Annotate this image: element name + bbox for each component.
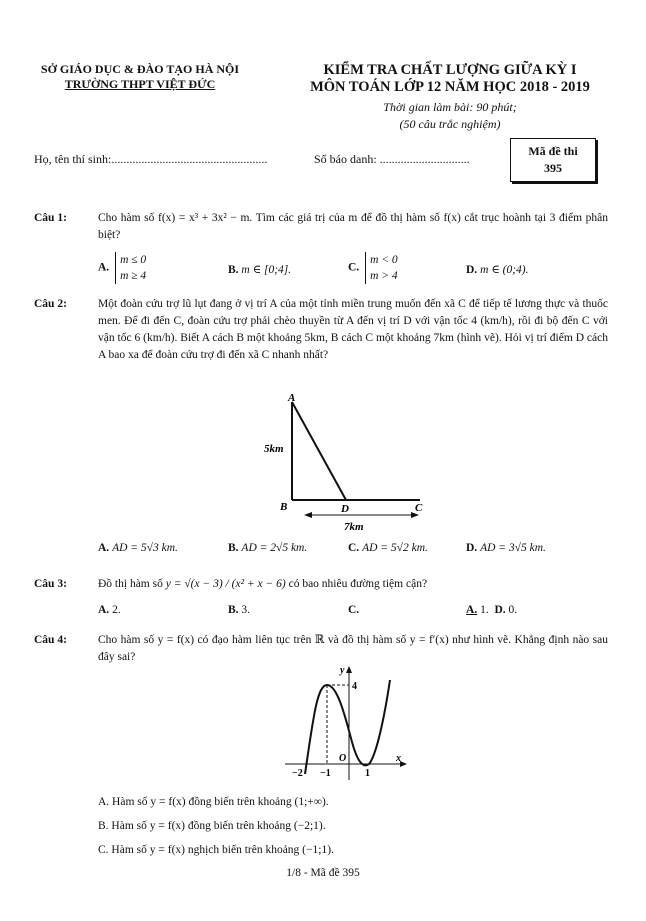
system-bottom: m ≥ 4	[120, 270, 147, 282]
point-d-label: D	[341, 503, 349, 515]
x-axis-arrow-icon	[400, 761, 407, 767]
page-footer: 1/8 - Mã đề 395	[286, 867, 360, 879]
q3-choice-c[interactable]	[348, 604, 359, 616]
exam-title: KIỂM TRA CHẤT LƯỢNG GIỮA KỲ I	[323, 62, 577, 78]
choice-label: D.	[466, 542, 478, 554]
dept-name: SỞ GIÁO DỤC & ĐÀO TẠO HÀ NỘI	[40, 62, 240, 76]
exam-code-box	[510, 138, 596, 182]
question-text-end: có bao nhiêu đường tiệm cận?	[288, 578, 428, 590]
q2-choice-b[interactable]	[228, 542, 307, 554]
exam-code-value: 395	[544, 161, 562, 175]
bracket-system	[365, 252, 398, 284]
choice-text: 3.	[241, 604, 251, 616]
q4-choice-c[interactable]	[98, 844, 334, 856]
system-top: m ≤ 0	[120, 254, 147, 266]
choice-label: A.	[98, 261, 110, 274]
choice-text: m ∈ [0;4].	[241, 264, 292, 276]
origin-label: O	[339, 753, 347, 764]
point-c-label: C	[415, 502, 423, 514]
choice-label: B.	[228, 264, 239, 276]
choice-text: B. Hàm số y = f(x) đồng biến trên khoảng (−2;1).	[98, 820, 326, 832]
choice-label: C.	[348, 261, 360, 274]
choice-text: AD = 2√5 km.	[241, 542, 308, 554]
question-text: Một đoàn cứu trợ lũ lụt đang ở vị trí A của một tỉnh miền trung muốn đến xã C để tiếp tế lương thực và thuốc men. Để đi đến C, đoàn cứu trợ phải chèo thuyền từ A đến vị trí D với vận tốc 4 (km/h), rồi đi bộ đến C với vận tốc 6 (km/h). Biết A cách B một khoảng 5km, B cách C một khoảng 7km (hình vẽ). Hỏi vị trí điểm D cách A bao xa để đoàn cứu trợ đi đến xã C nhanh nhất?	[98, 298, 608, 361]
y-axis-label: y	[340, 665, 345, 676]
f-prime-curve	[305, 680, 390, 774]
system-bottom: m > 4	[370, 270, 398, 282]
q4-choice-a[interactable]	[98, 796, 329, 808]
choice-label: D.	[494, 604, 506, 616]
choice-label: B.	[228, 542, 239, 554]
q2-choice-d[interactable]	[466, 542, 546, 554]
question-2	[34, 296, 614, 364]
question-3	[34, 576, 614, 593]
bracket-system	[115, 252, 146, 284]
choice-text: C. Hàm số y = f(x) nghịch biến trên khoảng (−1;1).	[98, 844, 334, 856]
point-a-label: A	[288, 392, 296, 404]
candidate-name-field: Họ, tên thí sinh:....................................................	[34, 152, 268, 166]
q1-choice-a[interactable]	[98, 252, 146, 284]
candidate-id-field: Số báo danh: ..............................	[314, 152, 470, 166]
question-label: Câu 3:	[34, 578, 67, 590]
question-text: Cho hàm số y = f(x) có đạo hàm liên tục trên ℝ và đồ thị hàm số y = f′(x) như hình vẽ. Khẳng định nào sau đây sai?	[98, 634, 608, 663]
q2-choice-c[interactable]	[348, 542, 428, 554]
question-label: Câu 1:	[34, 212, 67, 224]
choice-text: AD = 5√3 km.	[112, 542, 178, 554]
question-label: Câu 4:	[34, 634, 67, 646]
y-axis-arrow-icon	[346, 666, 352, 673]
derivative-graph	[280, 660, 410, 785]
choice-text: A. Hàm số y = f(x) đồng biến trên khoảng (1;+∞).	[98, 796, 329, 808]
q1-choice-d[interactable]	[466, 262, 529, 276]
q3-choice-d[interactable]	[466, 604, 517, 616]
question-formula: y = √(x − 3) / (x² + x − 6)	[165, 578, 286, 590]
tick-label-minus-1: −1	[320, 768, 331, 779]
q1-choice-c[interactable]	[348, 252, 398, 284]
exam-code-label: Mã đề thi	[528, 144, 578, 158]
point-b-label: B	[280, 501, 288, 513]
tick-label-4: 4	[352, 681, 357, 692]
choice-label: D.	[466, 264, 478, 276]
exam-subject: MÔN TOÁN LỚP 12 NĂM HỌC 2018 - 2019	[310, 79, 590, 95]
length-ab-label: 5km	[264, 443, 284, 455]
tick-label-1: 1	[365, 768, 370, 779]
q2-choice-a[interactable]	[98, 542, 178, 554]
question-label: Câu 2:	[34, 298, 67, 310]
choice-text: 1.	[480, 604, 489, 616]
q3-choice-a[interactable]	[98, 604, 121, 616]
choice-label: C.	[348, 542, 360, 554]
q1-choice-b[interactable]	[228, 262, 291, 276]
question-text: Cho hàm số f(x) = x³ + 3x² − m. Tìm các giá trị của m để đồ thị hàm số f(x) cắt trục hoành tại 3 điểm phân biệt?	[98, 212, 608, 241]
question-text: Đồ thị hàm số	[98, 578, 163, 590]
school-name: TRƯỜNG THPT VIỆT ĐỨC	[64, 77, 216, 91]
length-bc-label: 7km	[344, 521, 364, 533]
question-1	[34, 210, 614, 244]
arrow-left-icon	[304, 512, 312, 518]
tick-label-minus-2: −2	[292, 768, 303, 779]
choice-label: A.	[466, 604, 478, 616]
segment-ad	[292, 402, 346, 500]
choice-text: 0.	[508, 604, 518, 616]
choice-text: 2.	[112, 604, 121, 616]
choice-label: A.	[98, 542, 110, 554]
choice-text: AD = 5√2 km.	[362, 542, 428, 554]
choice-label: A.	[98, 604, 110, 616]
system-top: m < 0	[370, 254, 398, 266]
choice-text: m ∈ (0;4).	[480, 264, 529, 276]
x-axis-label: x	[396, 753, 401, 764]
triangle-figure	[250, 390, 450, 540]
q3-choice-b[interactable]	[228, 604, 250, 616]
choice-label: B.	[228, 604, 239, 616]
choice-label: C.	[348, 604, 360, 616]
q4-choice-b[interactable]	[98, 820, 326, 832]
exam-question-count: (50 câu trắc nghiệm)	[399, 117, 501, 131]
choice-text: AD = 3√5 km.	[480, 542, 546, 554]
exam-time: Thời gian làm bài: 90 phút;	[383, 100, 517, 114]
